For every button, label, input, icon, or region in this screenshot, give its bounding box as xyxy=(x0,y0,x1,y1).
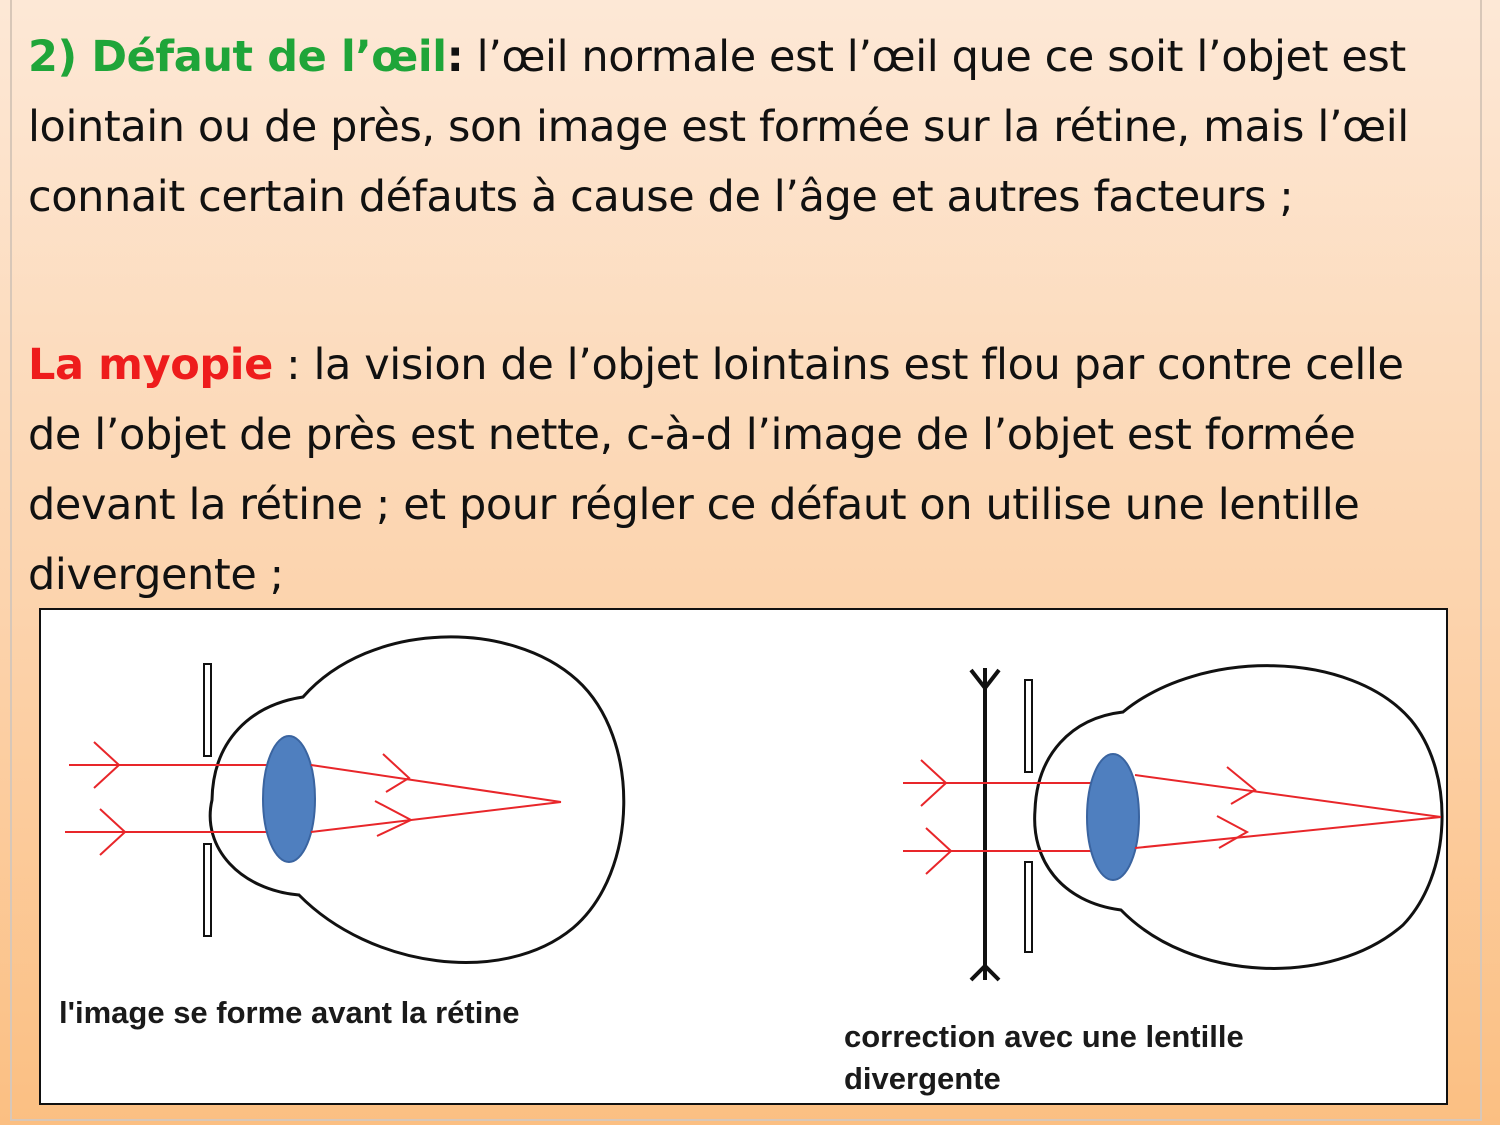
iris-lower xyxy=(204,844,211,936)
myopia-term: La myopie xyxy=(28,340,273,390)
crystalline-lens xyxy=(263,736,315,862)
section-heading: 2) Défaut de l’œil xyxy=(28,32,447,82)
heading-colon: : xyxy=(446,32,464,82)
myopia-paragraph xyxy=(28,330,1468,610)
iris-lower xyxy=(1025,862,1032,952)
left-caption: l'image se forme avant la rétine xyxy=(59,995,520,1030)
iris-upper xyxy=(1025,680,1032,772)
myopic-eye xyxy=(65,637,624,963)
myopia-diagram xyxy=(39,608,1448,1105)
corrected-eye xyxy=(903,666,1442,980)
iris-upper xyxy=(204,664,211,756)
crystalline-lens xyxy=(1087,754,1139,880)
myopia-description: : la vision de l’objet lointains est flou par contre celle de l’objet de près est nette, c-à-d l’image de l’objet est formée devant la rétine ; et pour régler ce défaut on utilise une lentille divergente ; xyxy=(28,340,1404,600)
right-caption: correction avec une lentille divergente xyxy=(844,1019,1244,1096)
intro-text: l’œil normale est l’œil que ce soit l’objet est lointain ou de près, son image est formée sur la rétine, mais l’œil connait certain défauts à cause de l’âge et autres facteurs ; xyxy=(28,32,1409,222)
intro-paragraph xyxy=(28,22,1468,232)
